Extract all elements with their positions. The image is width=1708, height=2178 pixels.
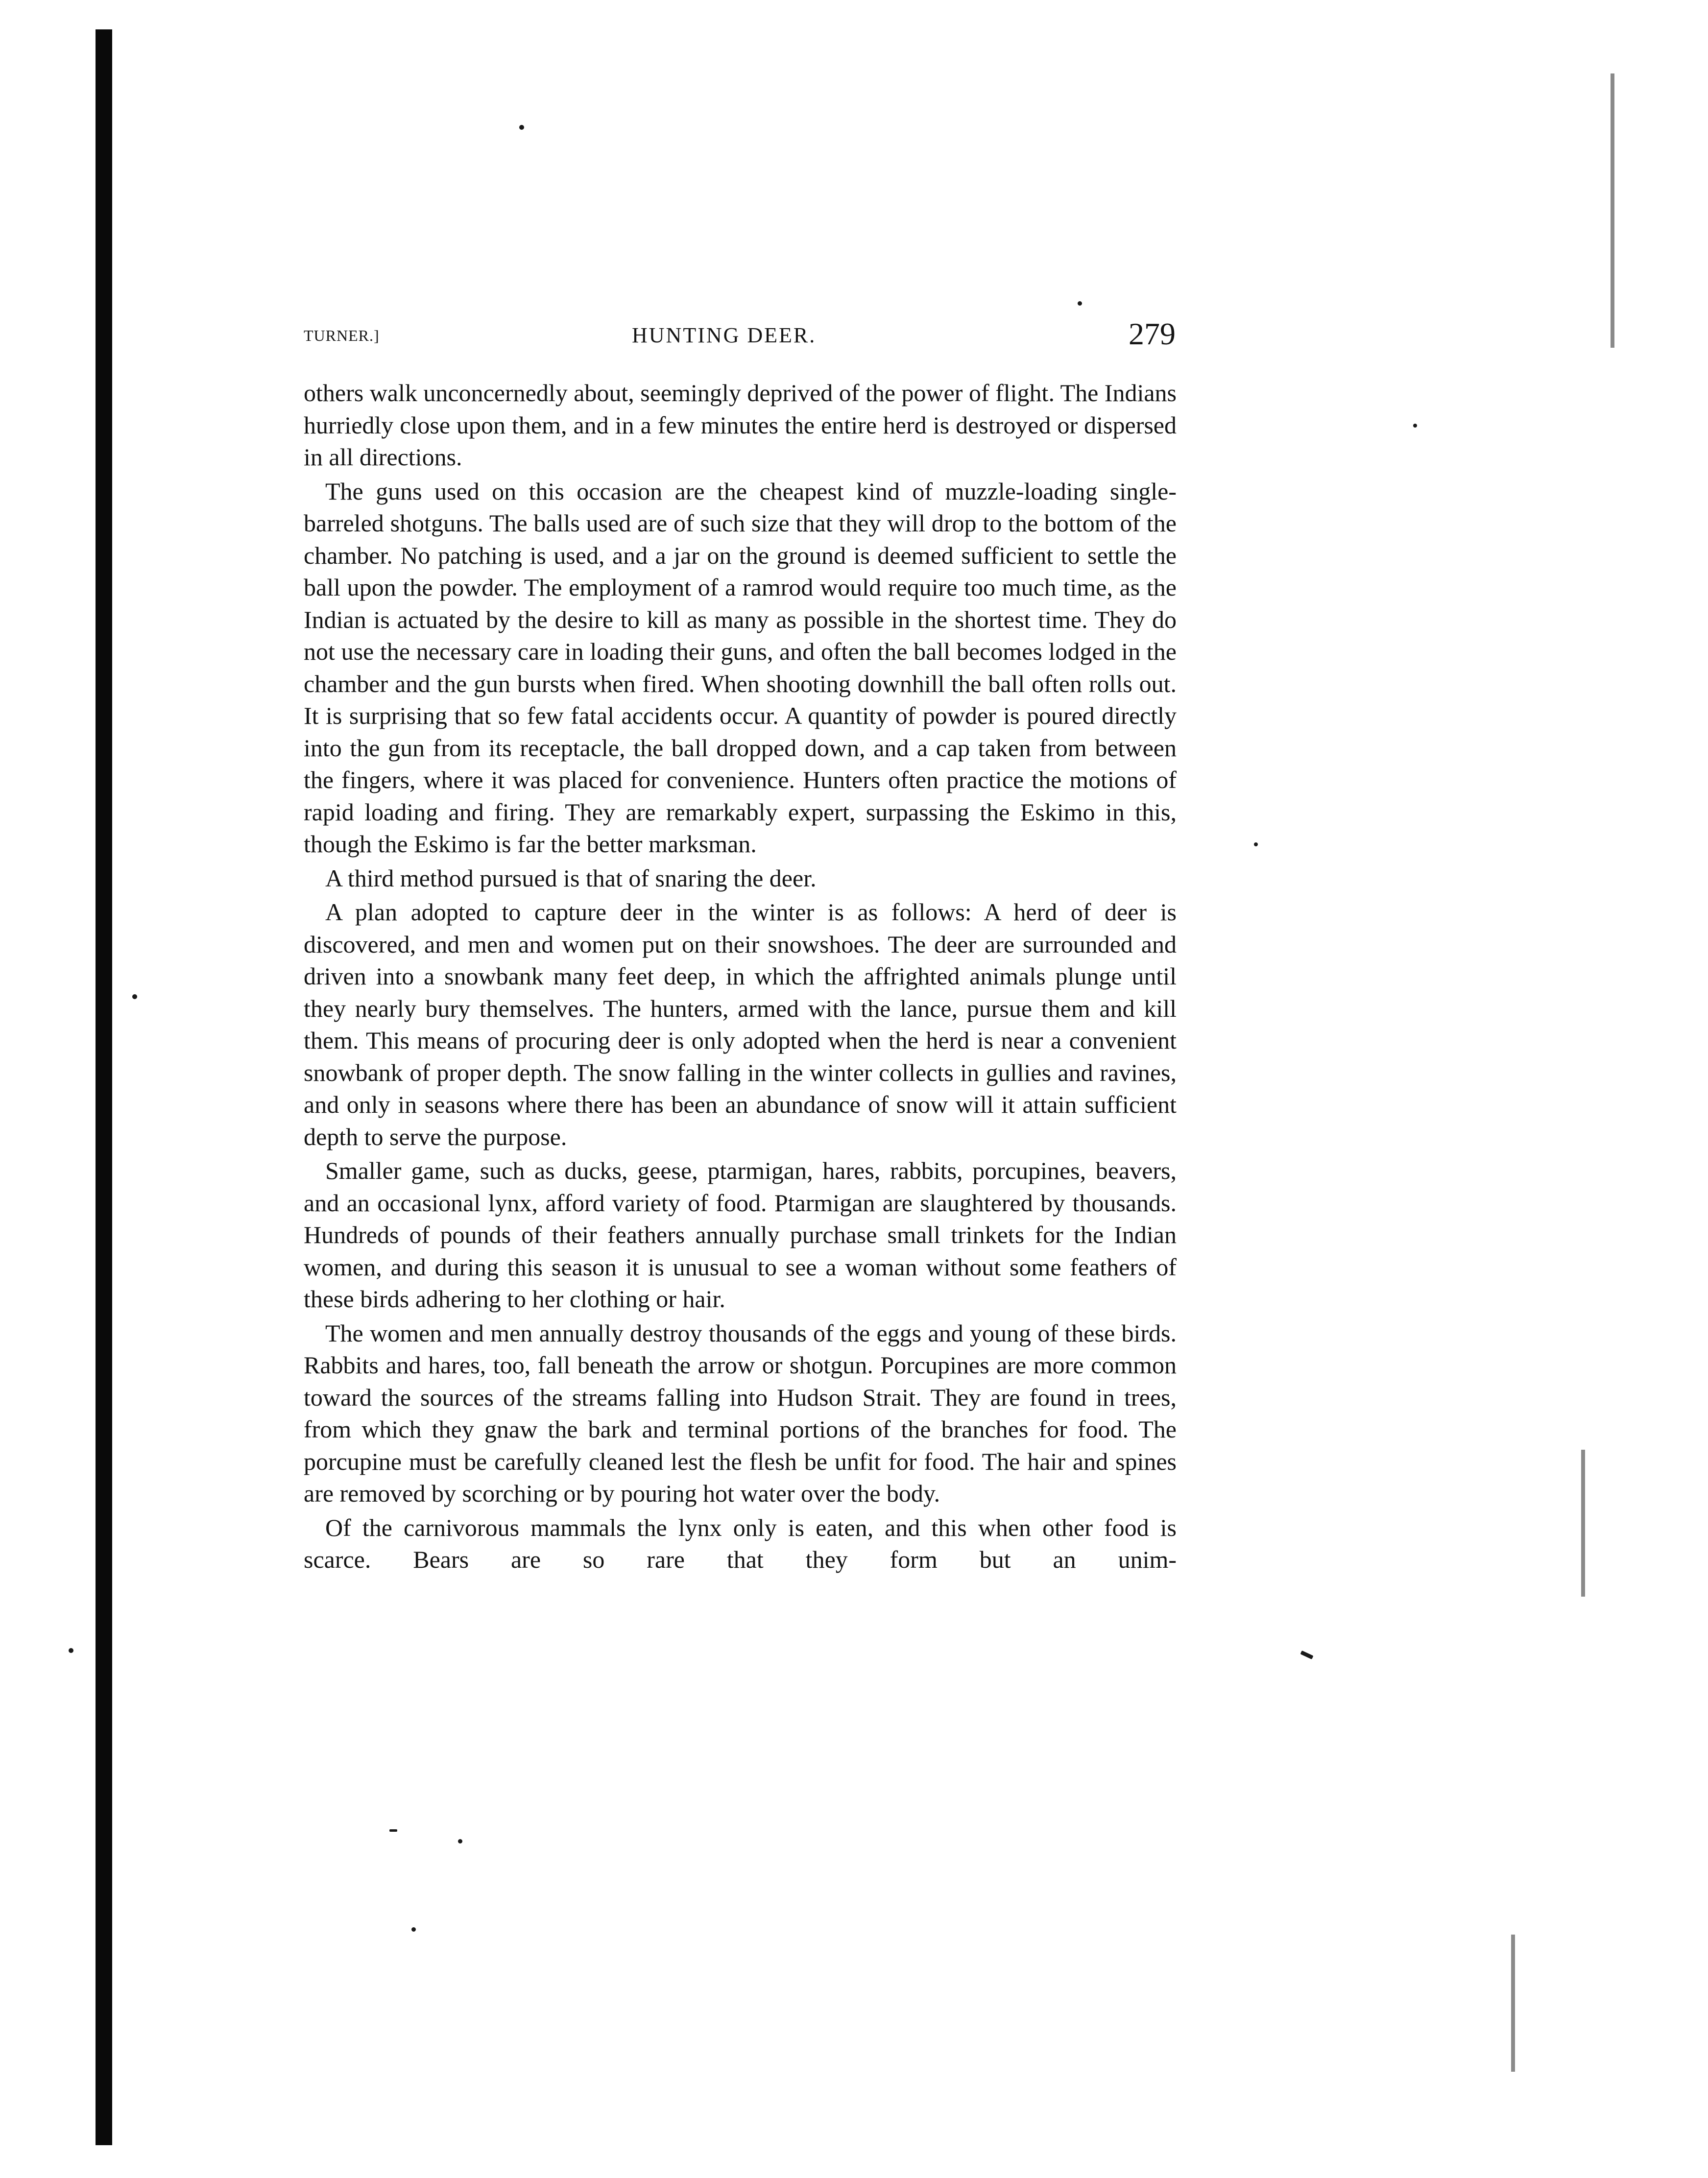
page-header	[304, 316, 1176, 355]
scan-right-edge	[1611, 73, 1614, 348]
scan-speck	[519, 125, 524, 130]
scan-right-edge	[1511, 1935, 1515, 2072]
scan-speck	[389, 1829, 397, 1832]
page-number: 279	[1129, 316, 1176, 351]
running-head-author: TURNER.]	[304, 327, 380, 344]
scan-speck	[1413, 424, 1417, 428]
scan-speck	[1300, 1651, 1314, 1659]
paragraph: Of the carnivorous mammals the lynx only is eaten, and this when other food is scarce. Bears are so rare that they form but an unim-	[304, 1513, 1177, 1573]
scan-speck	[411, 1927, 416, 1932]
scan-binding-edge	[96, 29, 112, 2145]
paragraph: A plan adopted to capture deer in the winter is as follows: A herd of deer is discovered, and men and women put on their snowshoes. The deer are surrounded and driven into a snowbank many feet deep, in which the affrighted animals plunge until they nearly bury themselves. The hunters, armed with the lance, pursue them and kill them. This means of procuring deer is only adopted when the herd is near a convenient snowbank of proper depth. The snow falling in the winter collects in gullies and ravines, and only in seasons where there has been an abundance of snow will it attain sufficient depth to serve the purpose.	[304, 898, 1177, 1150]
body-text	[304, 377, 1177, 1578]
scan-speck	[1078, 301, 1082, 306]
paragraph: A third method pursued is that of snaring the deer.	[325, 864, 817, 892]
paragraph: The women and men annually destroy thousands of the eggs and young of these birds. Rabbits and hares, too, fall beneath the arrow or shotgun. Porcupines are more common toward the sources of the streams falling into Hudson Strait. They are found in trees, from which they gnaw the bark and terminal portions of the branches for food. The porcupine must be carefully cleaned lest the flesh be unfit for food. The hair and spines are removed by scorching or by pouring hot water over the body.	[304, 1319, 1177, 1507]
paragraph: others walk unconcernedly about, seemingly deprived of the power of flight. The Indians hurriedly close upon them, and in a few minutes the entire herd is destroyed or dispersed in all directions.	[304, 379, 1177, 471]
scan-right-edge	[1581, 1450, 1585, 1597]
paragraph: The guns used on this occasion are the cheapest kind of muzzle-loading single-barreled shotguns. The balls used are of such size that they will drop to the bottom of the chamber. No patching is used, and a jar on the ground is deemed sufficient to settle the ball upon the powder. The employment of a ramrod would require too much time, as the Indian is actuated by the desire to kill as many as possible in the shortest time. They do not use the necessary care in loading their guns, and often the ball becomes lodged in the chamber and the gun bursts when fired. When shooting downhill the ball often rolls out. It is surprising that so few fatal accidents occur. A quantity of powder is poured directly into the gun from its receptacle, the ball dropped down, and a cap taken from between the fingers, where it was placed for convenience. Hunters often practice the motions of rapid loading and firing. They are remarkably expert, surpassing the Eskimo in this, though the Eskimo is far the better marksman.	[304, 477, 1177, 858]
scan-speck	[1254, 842, 1258, 846]
scan-speck	[69, 1648, 73, 1653]
paragraph: Smaller game, such as ducks, geese, ptarmigan, hares, rabbits, porcupines, beavers, and an occasional lynx, afford variety of food. Ptarmigan are slaughtered by thousands. Hundreds of pounds of their feathers annually purchase small trinkets for the Indian women, and during this season it is unusual to see a woman without some feathers of these birds adhering to her clothing or hair.	[304, 1157, 1177, 1313]
running-head-title: HUNTING DEER.	[632, 323, 817, 347]
scan-speck	[132, 994, 137, 999]
scan-speck	[458, 1839, 462, 1843]
